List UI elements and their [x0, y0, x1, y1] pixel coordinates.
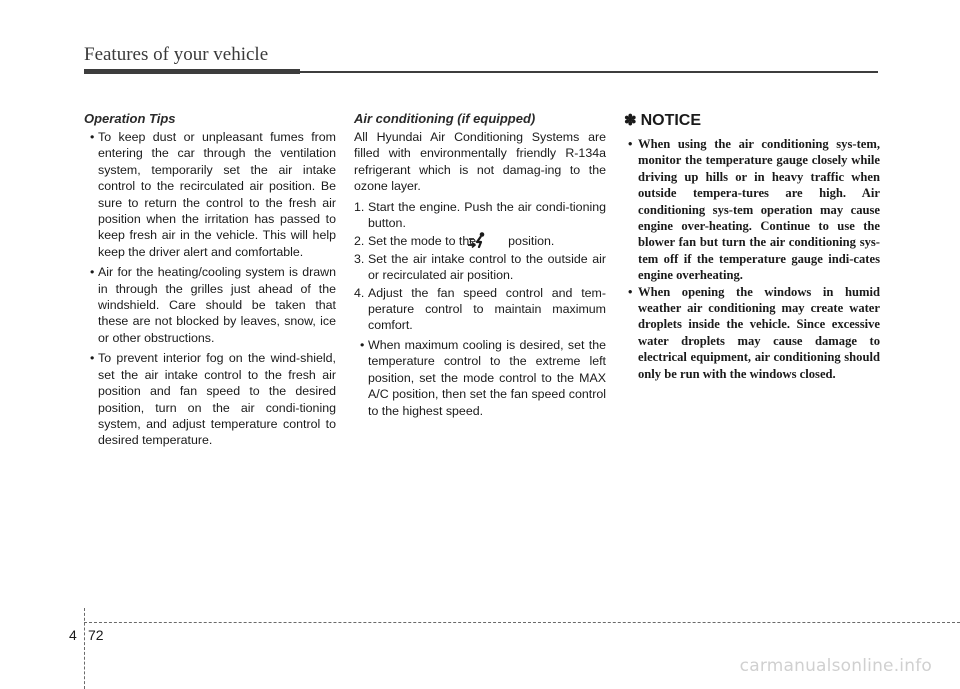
bullet-dot-icon: •	[628, 284, 633, 299]
air-conditioning-title: Air conditioning (if equipped)	[354, 111, 536, 126]
step-item	[354, 232, 606, 249]
max-cooling-item	[354, 337, 606, 419]
air-conditioning-steps	[354, 199, 606, 334]
footer-rule	[84, 622, 960, 623]
header-rule-thick	[84, 69, 300, 74]
step-item	[354, 285, 606, 334]
operation-tips-title: Operation Tips	[84, 111, 176, 126]
operation-tip-text: Air for the heating/cooling system is drawn in through the grilles just ahead of the windshield. Care should be taken that these are not blocked by leaves, snow, ice or other obstructions.	[98, 265, 336, 345]
page-header-title: Features of your vehicle	[84, 44, 269, 65]
page-number: 72	[88, 627, 104, 643]
header-rule-thin	[300, 71, 878, 73]
step-text: Adjust the fan speed control and tem-perature control to maintain maximum comfort.	[368, 285, 606, 333]
step-number: 2.	[354, 234, 365, 249]
operation-tip-item	[84, 129, 336, 260]
notice-star-icon: ✽	[624, 112, 637, 129]
floor-vent-mode-icon	[480, 232, 504, 248]
bullet-dot-icon: •	[90, 351, 95, 366]
bullet-dot-icon: •	[360, 337, 365, 352]
operation-tip-text: To keep dust or unpleasant fumes from entering the car through the ventilation system, temporarily set the air intake control to the recirculated air position. Be sure to return the control to the fresh air position when the irritation has passed to keep fresh air in the vehicle. This will help keep the driver alert and comfortable.	[98, 130, 336, 259]
step-item	[354, 251, 606, 284]
air-conditioning-section	[354, 111, 606, 423]
step-item	[354, 199, 606, 232]
operation-tips-list	[84, 129, 336, 449]
operation-tip-item	[84, 350, 336, 448]
bullet-dot-icon: •	[90, 265, 95, 280]
notice-text: When opening the windows in humid weather air conditioning may create water droplets inside the vehicle. Since excessive water droplets may cause damage to electrical equipment, air conditioning should only be run with the windows closed.	[638, 284, 880, 381]
max-cooling-text: When maximum cooling is desired, set the temperature control to the extreme left position, set the mode control to the MAX A/C position, then set the fan speed control to the highest speed.	[368, 337, 606, 418]
notice-list	[624, 136, 880, 382]
notice-title: NOTICE	[640, 112, 702, 129]
notice-heading	[624, 111, 880, 130]
watermark-text: carmanualsonline.info	[739, 656, 932, 676]
notice-item	[624, 284, 880, 382]
step-text-before: Set the mode to the	[368, 234, 477, 249]
operation-tip-item	[84, 264, 336, 346]
operation-tip-text: To prevent interior fog on the wind-shield, set the air intake control to the fresh air position and fan speed to the desired position, turn on the air condi-tioning system, and adjust temperature control to desired temperature.	[98, 351, 336, 448]
operation-tips-section	[84, 111, 336, 453]
step-number: 4.	[354, 285, 365, 300]
notice-item	[624, 136, 880, 284]
footer-divider	[84, 608, 85, 689]
step-text: Start the engine. Push the air condi-tioning button.	[368, 199, 606, 231]
step-text-after: position.	[508, 234, 555, 249]
notice-section	[624, 111, 880, 382]
chapter-number: 4	[69, 627, 77, 643]
max-cooling-list	[354, 337, 606, 419]
step-number: 1.	[354, 199, 365, 214]
step-number: 3.	[354, 251, 365, 266]
notice-text: When using the air conditioning sys-tem, monitor the temperature gauge closely while driving up hills or in heavy traffic when outside tempera-tures are high. Air conditioning sys-tem operation may cause engine over-heating. Continue to use the blower fan but turn the air conditioning sys-tem off if the temperature gauge indi-cates engine overheating.	[638, 137, 880, 283]
bullet-dot-icon: •	[628, 137, 633, 151]
air-conditioning-intro: All Hyundai Air Conditioning Systems are filled with environmentally friendly R-134a refrigerant which is not damag-ing to the ozone layer.	[354, 130, 606, 194]
header-rule	[84, 69, 878, 74]
bullet-dot-icon: •	[90, 130, 95, 144]
step-text: Set the air intake control to the outside air or recirculated air position.	[368, 251, 606, 283]
